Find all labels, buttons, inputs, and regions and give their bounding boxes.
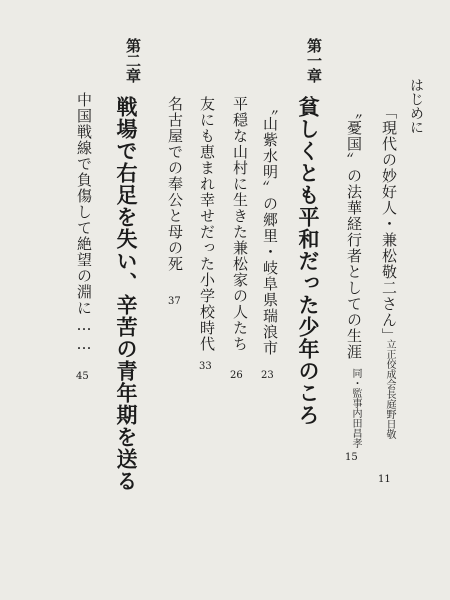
section-title: 平穏な山村に生きた兼松家の人たち — [231, 96, 249, 352]
section-title: 友にも恵まれ幸せだった小学校時代 — [198, 96, 216, 352]
chapter-title: 貧しくとも平和だった少年のころ — [296, 96, 321, 426]
section-title: 中国戦線で負傷して絶望の淵に…… — [75, 92, 93, 354]
chapter-title: 戦場で右足を失い、辛苦の青年期を送る — [114, 96, 139, 492]
intro-heading: はじめに — [408, 78, 424, 134]
section-page: 45 — [76, 371, 89, 382]
intro-entry-author: 同・監事内田昌孝 — [350, 368, 361, 448]
section-page: 26 — [230, 370, 243, 381]
intro-entry-page: 15 — [345, 452, 358, 463]
chapter-label: 第二章 — [124, 38, 142, 83]
section-title: 名古屋での奉公と母の死 — [166, 96, 184, 272]
intro-entry-title: 〝憂国〟の法華経行者としての生涯 — [345, 104, 363, 360]
chapter-label: 第一章 — [305, 38, 323, 83]
intro-entry-title: 「現代の妙好人・兼松敬二さん」 — [380, 104, 398, 344]
show-through-text — [176, 30, 187, 41]
intro-entry-page: 11 — [378, 474, 391, 485]
section-page: 23 — [261, 370, 274, 381]
section-title: 〝山紫水明〟の郷里・岐阜県瑞浪市 — [261, 100, 279, 356]
section-page: 33 — [199, 361, 212, 372]
section-page: 37 — [168, 296, 181, 307]
intro-entry-author: 立正佼成会長庭野日敬 — [384, 339, 395, 439]
